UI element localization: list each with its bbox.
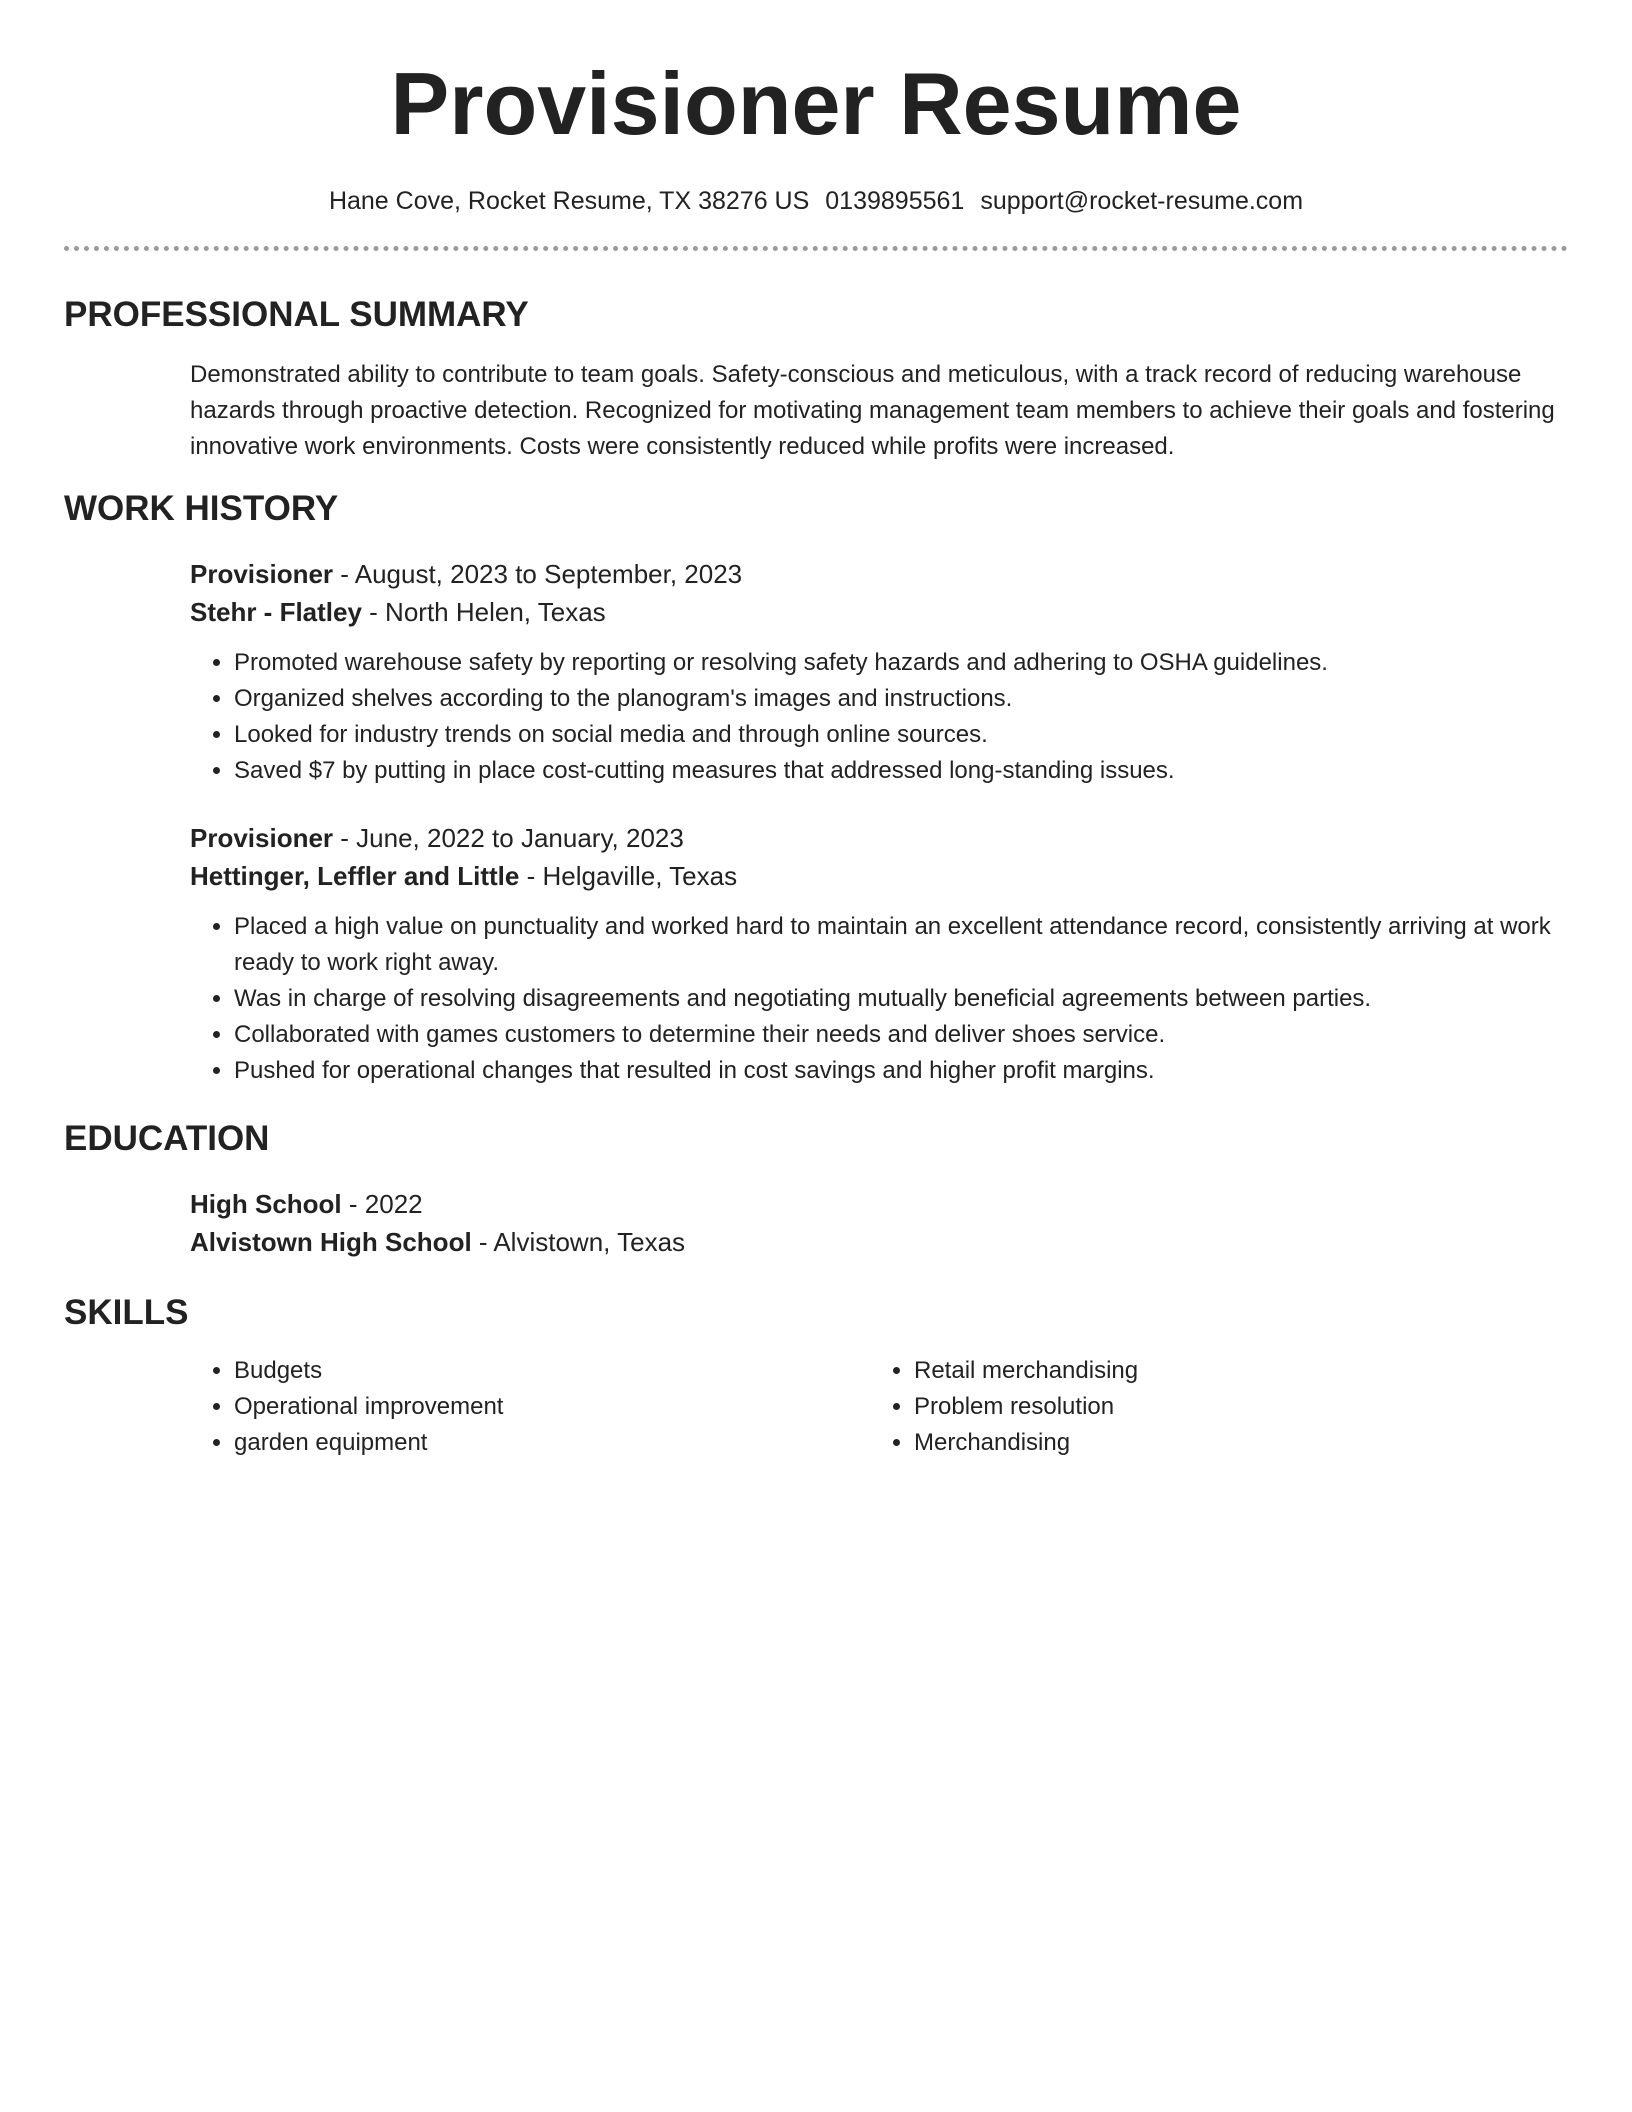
job-bullet: • Organized shelves according to the planogram's images and instructions. [234,681,1568,717]
education-degree-line [190,1185,1568,1223]
skill-item: • Budgets [234,1353,870,1389]
skill-item: • garden equipment [234,1425,870,1461]
skills-column-right [870,1353,1550,1461]
skills-heading: SKILLS [64,1293,189,1332]
summary-text: Demonstrated ability to contribute to team goals. Safety-conscious and meticulous, with a track record of reducing warehouse hazards through proactive detection. Recognized for motivating management team members to achieve their goals and fostering innovative work environments. Costs were consistently reduced while profits were increased. [190,361,1555,460]
job-title-line [190,819,1568,857]
skill-item: • Operational improvement [234,1389,870,1425]
skills-section [64,1291,1568,1461]
skills-column-left [190,1353,870,1461]
resume-header [64,0,1568,218]
header-divider [64,246,1568,251]
job-company-line [190,857,1568,895]
education-year: - 2022 [341,1189,423,1219]
job-bullet: • Saved $7 by putting in place cost-cutting measures that addressed long-standing issues. [234,753,1568,789]
skills-list-right [870,1353,1550,1461]
education-heading: EDUCATION [64,1119,270,1158]
job-company-line [190,593,1568,631]
job-entry [190,819,1568,1089]
resume-title: Provisioner Resume [390,54,1242,153]
education-school-line [190,1223,1568,1261]
job-bullet: • Pushed for operational changes that resulted in cost savings and higher profit margins. [234,1053,1568,1089]
skill-item: • Retail merchandising [914,1353,1550,1389]
work-history-heading: WORK HISTORY [64,489,339,528]
job-role: Provisioner [190,559,334,589]
education-section [64,1117,1568,1261]
summary-section [64,293,1568,465]
job-dates: - June, 2022 to January, 2023 [333,823,684,853]
job-location: - North Helen, Texas [361,597,606,627]
contact-line [64,184,1568,218]
job-company: Hettinger, Leffler and Little [190,861,520,891]
job-bullets [190,645,1568,789]
job-role: Provisioner [190,823,334,853]
summary-heading: PROFESSIONAL SUMMARY [64,295,529,334]
skills-list-left [190,1353,870,1461]
summary-body [64,357,1568,465]
education-location: - Alvistown, Texas [471,1227,686,1257]
skills-body [64,1353,1568,1461]
education-school: Alvistown High School [190,1227,472,1257]
job-bullet: • Promoted warehouse safety by reporting or resolving safety hazards and adhering to OSHA guidelines. [234,645,1568,681]
job-bullet: • Placed a high value on punctuality and worked hard to maintain an excellent attendance record, consistently arriving at work ready to work right away. [234,909,1568,981]
job-bullets [190,909,1568,1089]
work-history-section [64,487,1568,1089]
job-company: Stehr - Flatley [190,597,362,627]
work-history-body [64,555,1568,1089]
job-title-line [190,555,1568,593]
skill-item: • Problem resolution [914,1389,1550,1425]
job-bullet: • Looked for industry trends on social media and through online sources. [234,717,1568,753]
contact-phone: 0139895561 [825,187,965,215]
job-location: - Helgaville, Texas [519,861,738,891]
job-entry [190,555,1568,789]
education-body [64,1161,1568,1261]
contact-email[interactable]: support@rocket-resume.com [980,187,1304,215]
skills-grid [190,1353,1568,1461]
skill-item: • Merchandising [914,1425,1550,1461]
job-bullet: • Was in charge of resolving disagreements and negotiating mutually beneficial agreements between parties. [234,981,1568,1017]
education-degree: High School [190,1189,342,1219]
contact-address: Hane Cove, Rocket Resume, TX 38276 US [328,187,810,215]
job-dates: - August, 2023 to September, 2023 [333,559,743,589]
job-bullet: • Collaborated with games customers to determine their needs and deliver shoes service. [234,1017,1568,1053]
